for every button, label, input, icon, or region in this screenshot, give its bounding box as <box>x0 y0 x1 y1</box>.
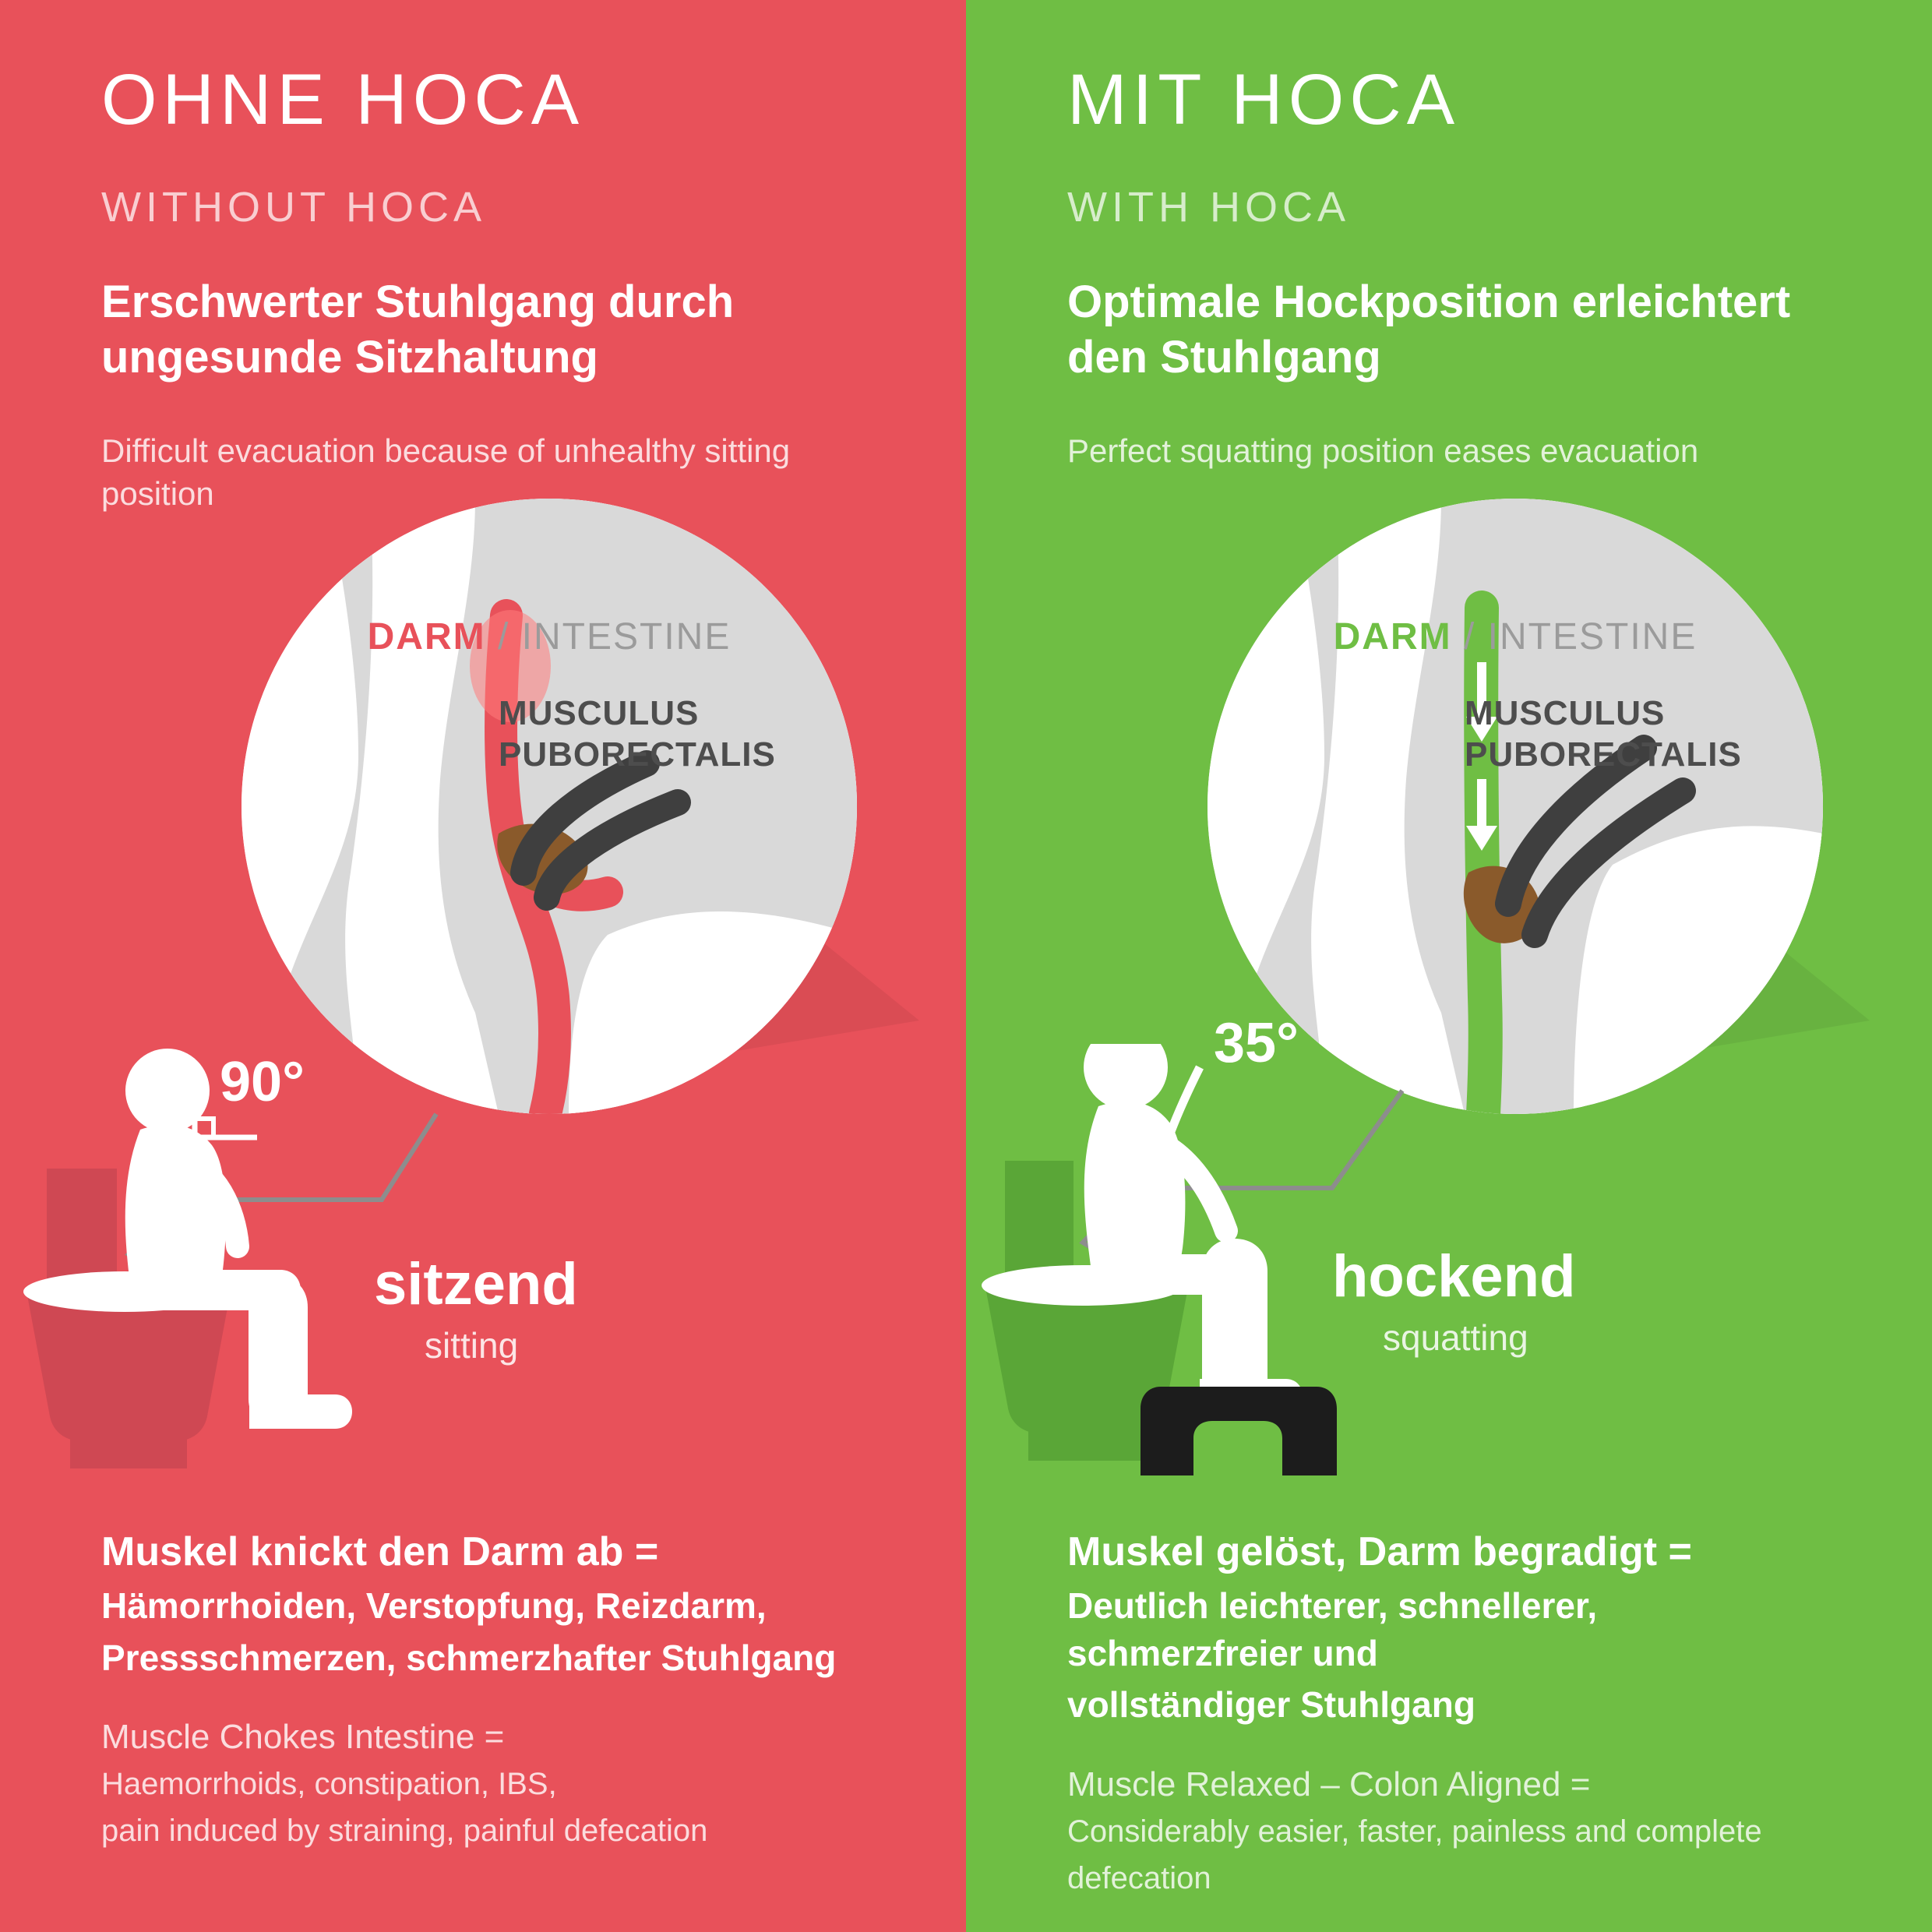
summary-left <box>101 1527 865 1852</box>
pose-label-de-squatting: hockend <box>1332 1243 1576 1310</box>
anatomy-illustration-right <box>966 483 1932 1106</box>
summary-en-line1: Haemorrhoids, constipation, IBS, <box>101 1767 557 1802</box>
panel-lead-de: Erschwerter Stuhlgang durch ungesunde Sitzhaltung <box>101 276 735 383</box>
summary-en-line2: pain induced by straining, painful defecation <box>101 1814 708 1849</box>
summary-de-heading: Muskel knickt den Darm ab = <box>101 1529 659 1574</box>
summary-de-line2: vollständiger Stuhlgang <box>1067 1684 1475 1726</box>
puborectalis-label-left <box>499 693 776 776</box>
intestine-label-en: INTESTINE <box>521 616 732 658</box>
puborectalis-label-line1: MUSCULUS <box>499 694 700 732</box>
anatomy-drawing-left <box>242 499 857 1114</box>
pose-label-en-sitting: sitting <box>425 1325 519 1366</box>
intestine-label-right <box>1208 615 1823 658</box>
summary-de-line1: Deutlich leichterer, schnellerer, schmerzfreier und <box>1067 1585 1598 1673</box>
anatomy-drawing-right <box>1208 499 1823 1114</box>
scene-sitting <box>0 1044 966 1574</box>
intestine-label-left <box>242 615 857 658</box>
summary-en-heading: Muscle Chokes Intestine = <box>101 1718 505 1757</box>
pose-label-en-squatting: squatting <box>1383 1317 1528 1358</box>
summary-en-line1: Considerably easier, faster, painless and complete <box>1067 1814 1762 1849</box>
panel-lead-en: Difficult evacuation because of unhealthy sitting position <box>101 432 791 512</box>
intestine-label-de: DARM <box>367 616 486 658</box>
anatomy-illustration-left <box>0 483 966 1106</box>
angle-label-sitting: 90° <box>220 1051 305 1113</box>
panel-lead-en: Perfect squatting position eases evacuation <box>1067 432 1699 470</box>
panel-title-de: MIT HOCA <box>1067 60 1461 139</box>
summary-en-heading: Muscle Relaxed – Colon Aligned = <box>1067 1765 1591 1804</box>
puborectalis-label-line1: MUSCULUS <box>1465 694 1666 732</box>
intestine-label-sep: / <box>1463 616 1476 658</box>
panel-title-en: WITH HOCA <box>1067 184 1350 231</box>
summary-en-line2: defecation <box>1067 1861 1211 1896</box>
puborectalis-label-line2: PUBORECTALIS <box>1465 735 1742 774</box>
anatomy-circle-left <box>242 499 857 1114</box>
summary-right <box>1067 1527 1831 1899</box>
panel-lead-de: Optimale Hockposition erleichtert den Stuhlgang <box>1067 276 1791 383</box>
intestine-label-de: DARM <box>1333 616 1452 658</box>
panel-with-hoca <box>966 0 1932 1932</box>
scene-squatting <box>966 1012 1932 1574</box>
puborectalis-label-right <box>1465 693 1742 776</box>
puborectalis-label-line2: PUBORECTALIS <box>499 735 776 774</box>
summary-de-line2: Pressschmerzen, schmerzhafter Stuhlgang <box>101 1637 837 1678</box>
intestine-label-en: INTESTINE <box>1487 616 1698 658</box>
angle-label-squatting: 35° <box>1214 1012 1299 1074</box>
intestine-label-sep: / <box>497 616 510 658</box>
pose-label-de-sitting: sitzend <box>374 1251 578 1317</box>
anatomy-circle-right <box>1208 499 1823 1114</box>
summary-de-line1: Hämorrhoiden, Verstopfung, Reizdarm, <box>101 1585 767 1626</box>
panel-title-de: OHNE HOCA <box>101 60 585 139</box>
summary-de-heading: Muskel gelöst, Darm begradigt = <box>1067 1529 1692 1574</box>
panel-title-en: WITHOUT HOCA <box>101 184 486 231</box>
panel-divider <box>966 0 969 1932</box>
